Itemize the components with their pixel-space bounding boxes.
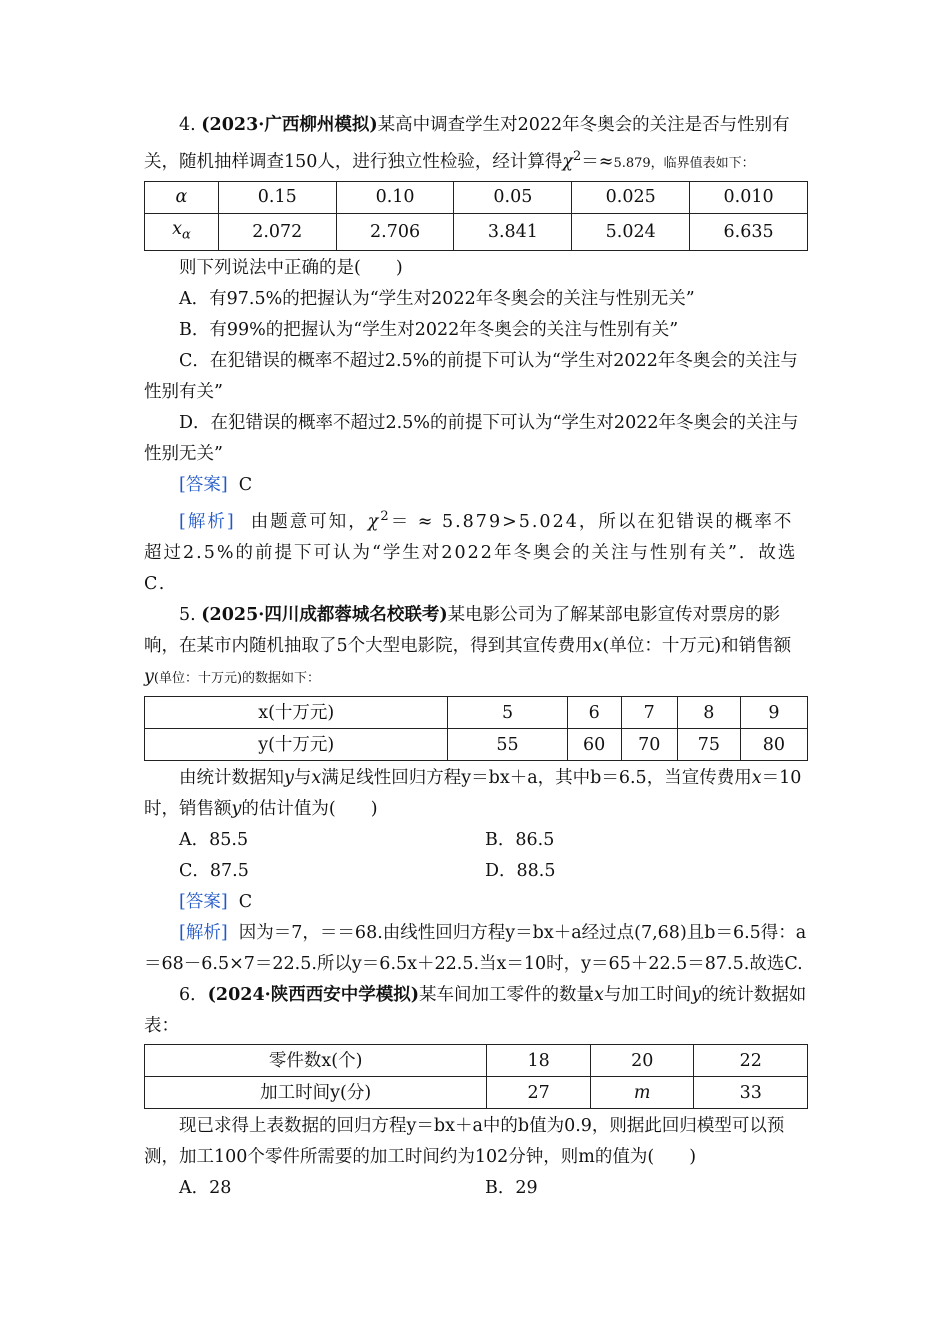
q4-stem-eq: ＝≈	[581, 151, 614, 172]
q4-number: 4.	[179, 115, 196, 135]
q6-option-b: B．29	[485, 1178, 538, 1199]
table-cell: 2.072	[218, 213, 336, 251]
table-header-x-alpha	[145, 213, 219, 251]
analysis-text-2: ＝ ≈ 5.879>5.024，所以在犯错误的概率不超过2.5%的前提下可认为“学生对2022年冬奥会的关注与性别有关”．故选C.	[144, 512, 798, 595]
q6-stem-text-2: 与加工时间	[603, 985, 692, 1006]
table-cell: 18	[487, 1045, 591, 1077]
chi-superscript: 2	[573, 149, 582, 164]
q6-number: 6．	[179, 985, 208, 1006]
q4-analysis	[144, 501, 808, 600]
q4-option-c: C．在犯错误的概率不超过2.5%的前提下可认为“学生对2022年冬奥会的关注与性别有关”	[144, 351, 798, 403]
chi-superscript: 2	[380, 509, 391, 525]
q5-option-b: B．86.5	[485, 830, 555, 851]
var-x: x	[592, 636, 603, 657]
table-cell: 6.635	[690, 213, 808, 251]
table-cell: 33	[694, 1077, 808, 1109]
table-cell: 75	[677, 729, 740, 761]
q6-options-row	[144, 1173, 808, 1204]
table-cell: 8	[677, 697, 740, 729]
q6-stem-text-3: 的统计数据如表：	[144, 985, 807, 1037]
table-cell: 80	[740, 729, 807, 761]
table-cell: 0.010	[690, 181, 808, 213]
table-row	[145, 729, 808, 761]
q6-stem-text: 某车间加工零件的数量	[419, 985, 594, 1006]
answer-value: C	[238, 892, 253, 913]
analysis-text-1: 由题意可知，	[250, 512, 368, 533]
chi-symbol: χ	[367, 512, 381, 533]
q5-options-row-2	[144, 856, 808, 887]
q4-source: (2023·广西柳州模拟)	[201, 115, 378, 135]
table-cell: 22	[694, 1045, 808, 1077]
q4-stem	[144, 110, 808, 179]
var-y: y	[284, 768, 294, 789]
q4-answer	[144, 470, 808, 501]
q6-data-table	[144, 1044, 808, 1109]
q5-number: 5.	[179, 605, 196, 626]
analysis-tag: [解析]	[179, 512, 236, 533]
q5-question-text: 满足线性回归方程y＝bx＋a，其中b＝6.5，当宣传费用	[321, 768, 752, 789]
table-header-time: 加工时间y(分)	[145, 1077, 487, 1109]
q4-stem-text: 某高中调查学生对2022年冬奥会的关注是否与性别有关，随机抽样调查150人，进行独立性检验，经计算得	[144, 115, 790, 172]
document-page	[144, 110, 808, 1204]
table-row	[145, 1077, 808, 1109]
q6-source: (2024·陕西西安中学模拟)	[207, 985, 419, 1006]
table-cell: 0.05	[454, 181, 572, 213]
q5-option-c: C．87.5	[179, 861, 249, 882]
q5-option-d: D．88.5	[485, 861, 556, 882]
table-header-alpha: α	[145, 181, 219, 213]
table-cell: 2.706	[336, 213, 454, 251]
var-x: x	[311, 768, 322, 789]
q4-question: 则下列说法中正确的是( )	[179, 258, 403, 279]
table-cell: 70	[621, 729, 677, 761]
q5-data-table	[144, 696, 808, 761]
q5-question-text: 的估计值为( )	[241, 799, 378, 820]
answer-value: C	[238, 475, 253, 496]
q5-stem-text-3: (单位：十万元)的数据如下：	[153, 671, 321, 687]
q5-stem	[144, 600, 808, 694]
var-x: x	[594, 985, 604, 1006]
q5-stem-text-2: (单位：十万元)和销售额	[602, 636, 792, 657]
q5-question	[144, 763, 808, 825]
q5-question-text: 与	[293, 768, 312, 789]
q6-question: 现已求得上表数据的回归方程y＝bx＋a中的b值为0.9，则据此回归模型可以预测，加工100个零件所需要的加工时间约为102分钟，则m的值为( )	[144, 1116, 785, 1168]
q5-analysis	[144, 918, 808, 980]
q5-answer	[144, 887, 808, 918]
q4-option-a: A．有97.5%的把握认为“学生对2022年冬奥会的关注与性别无关”	[179, 289, 695, 310]
q5-question-text: ＝10时，销售额	[144, 768, 802, 820]
q4-option-d: D．在犯错误的概率不超过2.5%的前提下可认为“学生对2022年冬奥会的关注与性别无关”	[144, 413, 799, 465]
table-cell: 0.10	[336, 181, 454, 213]
q5-options-row-1	[144, 825, 808, 856]
q6-option-a: A．28	[179, 1178, 232, 1199]
analysis-text: 因为＝7，＝＝68.由线性回归方程y＝bx＋a经过点(7,68)且b＝6.5得：a＝68－6.5×7＝22.5.所以y＝6.5x＋22.5.当x＝10时，y＝65＋22.5＝87.5.故选C.	[144, 923, 807, 975]
q5-option-a: A．85.5	[179, 830, 249, 851]
var-y: y	[144, 667, 154, 688]
table-cell: 7	[621, 697, 677, 729]
table-header-x: x(十万元)	[145, 697, 448, 729]
answer-tag: [答案]	[179, 892, 228, 913]
q4-option-b: B．有99%的把握认为“学生对2022年冬奥会的关注与性别有关”	[179, 320, 679, 341]
q5-stem-text: 某电影公司为了解某部电影宣传对票房的影响，在某市内随机抽取了5个大型电影院，得到其宣传费用	[144, 605, 781, 657]
q6-stem	[144, 980, 808, 1042]
table-cell: 3.841	[454, 213, 572, 251]
q5-question-text: 由统计数据知	[179, 768, 284, 789]
q4-critical-value-table	[144, 181, 808, 252]
table-cell: 55	[448, 729, 567, 761]
table-cell: 20	[590, 1045, 694, 1077]
var-x: x	[751, 768, 762, 789]
var-y: y	[691, 985, 702, 1006]
table-row	[145, 1045, 808, 1077]
table-cell: 0.025	[572, 181, 690, 213]
table-cell: 27	[487, 1077, 591, 1109]
x-symbol: x	[172, 218, 182, 239]
answer-tag: [答案]	[179, 475, 228, 496]
table-header-y: y(十万元)	[145, 729, 448, 761]
var-y: y	[231, 799, 242, 820]
q4-stem-tail: 5.879，临界值表如下：	[613, 155, 755, 171]
table-cell: 0.15	[218, 181, 336, 213]
table-cell: 5.024	[572, 213, 690, 251]
q5-source: (2025·四川成都蓉城名校联考)	[201, 605, 448, 626]
chi-symbol: χ	[562, 151, 574, 172]
table-cell: 5	[448, 697, 567, 729]
alpha-subscript: α	[181, 227, 191, 243]
table-cell: 60	[567, 729, 621, 761]
table-row	[145, 213, 808, 251]
table-row	[145, 181, 808, 213]
analysis-tag: [解析]	[179, 923, 228, 944]
table-cell: 6	[567, 697, 621, 729]
table-header-parts: 零件数x(个)	[145, 1045, 487, 1077]
table-row	[145, 697, 808, 729]
table-cell: m	[590, 1077, 694, 1109]
table-cell: 9	[740, 697, 807, 729]
